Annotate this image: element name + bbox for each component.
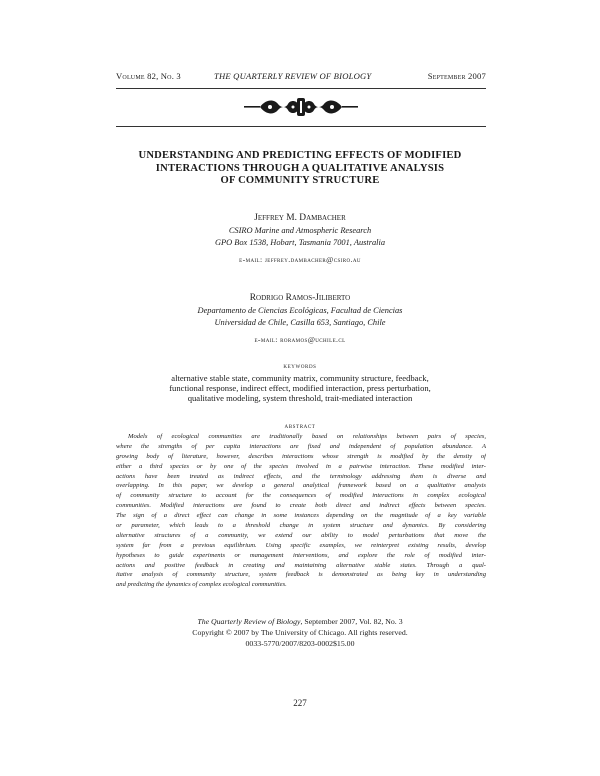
- article-title: [100, 150, 500, 188]
- page-number: 227: [293, 698, 307, 708]
- author-block-2: [100, 292, 500, 346]
- abstract-heading: abstract: [284, 421, 316, 430]
- citation-details: , September 2007, Vol. 82, No. 3: [300, 617, 403, 626]
- abstract-body: [116, 432, 486, 590]
- title-line: INTERACTIONS THROUGH A QUALITATIVE ANALYSIS: [155, 162, 445, 174]
- abstract-line: of community structure to account for the consequences of modified interactions in complex ecological: [116, 492, 486, 500]
- abstract-line: actions and positive feedback in creating and maintaining alternative stable states. Through a qual-: [116, 561, 486, 569]
- title-line: OF COMMUNITY STRUCTURE: [220, 175, 380, 187]
- ornament-icon: [244, 96, 358, 118]
- header-rule-top: [116, 88, 486, 89]
- author-name: Jeffrey M. Dambacher: [254, 213, 346, 223]
- running-head-volume: Volume 82, No. 3: [116, 71, 181, 81]
- copyright-line: Copyright © 2007 by The University of Chicago. All rights reserved.: [192, 628, 408, 638]
- citation-line: [100, 616, 500, 627]
- keywords-line: functional response, indirect effect, modified interaction, press perturbation,: [169, 382, 431, 393]
- author-affiliation-line: Departamento de Ciencias Ecológicas, Facultad de Ciencias: [197, 305, 403, 315]
- abstract-line: itative analysis of community structure, system feedback is demonstrated as being key in understanding: [116, 571, 486, 579]
- abstract-line: Models of ecological communities are traditionally based on relationships between pairs of species,: [128, 433, 486, 440]
- abstract-line: The sign of a direct effect can change in some instances depending on the magnitude of a key variable: [116, 512, 486, 520]
- abstract-line: and predicting the dynamics of complex ecological communities.: [116, 581, 287, 589]
- author-affiliation-line: CSIRO Marine and Atmospheric Research: [228, 225, 372, 235]
- abstract-line: or parameter, which leads to a threshold change in system structure and dynamics. By considering: [116, 522, 486, 530]
- abstract-line: growing body of literature, however, describes interactions whose strength is modified by the density of: [116, 452, 486, 460]
- abstract-line: system far from a previous equilibrium. Using specific examples, we reinterpret existing results, develop: [116, 541, 486, 549]
- author-affiliation-line: GPO Box 1538, Hobart, Tasmania 7001, Australia: [214, 238, 386, 248]
- running-head: [116, 71, 486, 85]
- abstract-line: alternative structures of a community, we extend our ability to model perturbations that move the: [116, 531, 486, 539]
- citation-footer: [100, 616, 500, 650]
- header-rule-bottom: [116, 126, 486, 127]
- keywords-line: alternative stable state, community matrix, community structure, feedback,: [171, 372, 429, 383]
- abstract-line: where the strengths of per capita interactions are fixed and independent of population abundance. A: [116, 442, 486, 450]
- title-line: UNDERSTANDING AND PREDICTING EFFECTS OF MODIFIED: [138, 150, 462, 161]
- running-head-date: September 2007: [427, 71, 486, 81]
- author-email: e-mail: jeffrey.dambacher@csiro.au: [239, 254, 361, 264]
- abstract-line: hypotheses to guide experiments or management interventions, and explore the role of modified inter-: [116, 551, 486, 559]
- abstract-line: communities. Modified interactions are found to create both direct and indirect effects between species.: [116, 502, 486, 510]
- author-block-1: [100, 212, 500, 266]
- running-head-journal: THE QUARTERLY REVIEW OF BIOLOGY: [214, 71, 372, 81]
- keywords-line: qualitative modeling, system threshold, trait-mediated interaction: [187, 392, 413, 403]
- issn-line: 0033-5770/2007/8203-0002$15.00: [245, 639, 355, 649]
- author-name: Rodrigo Ramos-Jiliberto: [249, 293, 351, 303]
- abstract-line: either a third species or by one of the species involved in a pairwise interaction. These modified inter-: [116, 462, 486, 470]
- keywords-section: [100, 360, 500, 403]
- abstract-line: overlapping. In this paper, we develop a general analytical framework based on a qualitative analysis: [116, 482, 486, 490]
- author-affiliation-line: Universidad de Chile, Casilla 653, Santiago, Chile: [214, 318, 386, 328]
- keywords-heading: keywords: [283, 361, 317, 370]
- citation-journal: The Quarterly Review of Biology: [197, 617, 301, 626]
- abstract-line: actions have been treated as indirect effects, and the terminology addressing them is diverse and: [116, 472, 486, 480]
- author-email: e-mail: roramos@uchile.cl: [254, 334, 346, 344]
